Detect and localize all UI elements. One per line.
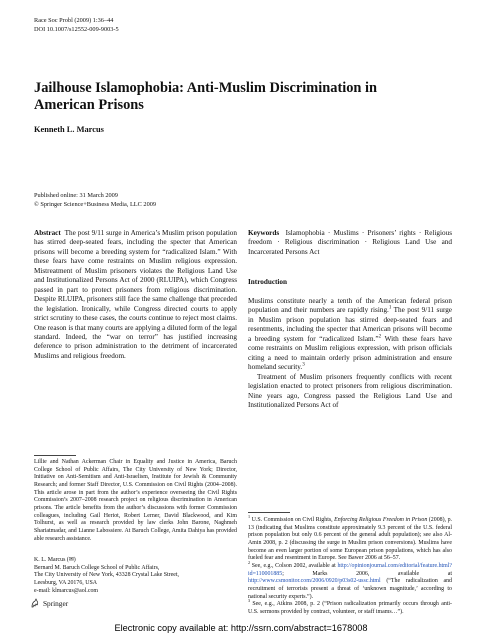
intro-paragraph-1: Muslims constitute nearly a tenth of the American federal prison population and their numbers are rapidly rising.$^1$ The post 9/11 surge in Muslim prison population has stirred deep-seated fears and resentments, including the specter that American prisons will become a breeding system for “radicalized Islam.”$^2$ With these fears have come restraints on Muslim religious expression, with prison officials citing a need to maintain orderly prison administration and ensure homeland security.$^3$ <box>248 297 452 372</box>
copyright-line: © Springer Science+Business Media, LLC 2009 <box>34 200 157 208</box>
footnote-ref-3[interactable]: 3 <box>302 362 305 368</box>
address-name: K. L. Marcus (✉) <box>34 557 76 563</box>
footnote-ref-1[interactable]: 1 <box>388 306 392 312</box>
publication-info <box>34 192 156 209</box>
footnote-divider-right <box>248 512 290 513</box>
opinionjournal-link[interactable]: http://opinionjournal.com/editorial/feature.html?id=110001885 <box>248 562 452 577</box>
author-affiliation-note: Lillie and Nathan Ackerman Chair in Equality and Justice in America, Baruch College School of Public Affairs, The City University of New York; Director, Initiative on Anti-Semitism and Anti-Israelism, Institute for Jewish & Community Research; and former Staff Director, U.S. Commission on Civil Rights (2004–2008). This article arose in part from the author’s experience overseeing the Civil Rights Commission’s 2007–2008 research project on religious discrimination in American prisons. The article benefits from the author’s discussions with former Commission colleagues, including Gail Heriot, Robert Lerner, David Blackwood, and Kim Tolhurst, as well as research provided by law clerks John Barone, Naghmeh Shariatmadar, and Lianne Labossiere. At Baruch College, Amita Dahiya has provided able research assistance. <box>34 459 237 542</box>
abstract-text: The post 9/11 surge in America’s Muslim prison population has stirred deep-seated fears, including the specter that American prisons will become a breeding system for “radicalized Islam.” With these fears have come restraints on Muslim religious expression. Mistreatment of Muslim prisoners violates the Religious Land Use and Institutionalized Persons Act of 2000 (RLUIPA), which Congress passed in part to protect prisoners from religious discrimination. Despite RLUIPA, prisoners still face the same challenge that preceded the legislation. Ironically, while Congress directed courts to apply strict scrutiny to these cases, the courts continue to reject most claims. One reason is that many courts are applying a diluted form of the legal standard. Indeed, the “war on terror” has justified increasing deference to prison administration to the detriment of incarcerated Muslims and religious freedom. <box>34 229 237 360</box>
ssrn-footer[interactable]: Electronic copy available at: http://ssrn.com/abstract=1678008 <box>114 623 368 633</box>
csmonitor-link[interactable]: http://www.csmonitor.com/2006/0920/p03s02-ussc.html <box>248 578 381 585</box>
keywords-text: Islamophobia · Muslims · Prisoners’ rights · Religious freedom · Religious discrimination · Religious Land Use and Incarcerated Persons Act <box>248 229 452 256</box>
article-title: Jailhouse Islamophobia: Anti-Muslim Discrimination in American Prisons <box>34 80 378 113</box>
author-email[interactable]: e-mail: klmarcus@aol.com <box>34 587 98 594</box>
intro-paragraph-2: Treatment of Muslim prisoners frequently conflicts with recent legislation enacted to protect prisoners from religious discrimination. Nine years ago, Congress passed the Religious Land Use and Institutionalized Persons Act of <box>248 372 452 409</box>
author-name: Kenneth L. Marcus <box>34 125 104 134</box>
keywords-block <box>248 229 452 257</box>
footnote-2: $^2$ See, e.g., Colson 2002, available at http://opinionjournal.com/editorial/feature.html?id=110001885; Marks 2006, available at http://www.csmonitor.com/2006/0920/p03s02-ussc.html (“The radicalization and recruitment of terrorists present a threat of ‘unknown magnitude,’ according to national security experts.”). <box>248 559 452 600</box>
footnote-3: $^3$ See, e.g., Atkins 2008, p. 2 (“Prison radicalization primarily occurs through anti-U.S. sermons provided by contract, volunteer, or staff imams…”). <box>248 598 452 615</box>
author-address: K. L. Marcus (✉) Bernard M. Baruch College School of Public Affairs, The City University of New York, 43328 Crystal Lake Street, Leesburg, VA 20176, USA e-mail: klmarcus@aol.com <box>34 557 237 595</box>
springer-label: Springer <box>43 598 69 608</box>
abstract-label: Abstract <box>34 229 61 237</box>
journal-header <box>34 17 119 34</box>
introduction-heading: Introduction <box>248 278 288 286</box>
footnote-divider-left <box>34 455 76 456</box>
footnotes <box>248 514 452 617</box>
springer-logo <box>30 598 68 608</box>
doi-line: DOI 10.1007/s12552-009-9003-5 <box>34 25 119 33</box>
published-date: Published online: 31 March 2009 <box>34 192 118 199</box>
citation-line: Race Soc Probl (2009) 1:36–44 <box>34 17 114 24</box>
abstract-block <box>34 229 237 361</box>
introduction-body <box>248 297 452 410</box>
springer-horse-icon <box>30 598 40 608</box>
footnote-ref-2[interactable]: 2 <box>378 334 382 340</box>
footnote-1: $^1$ U.S. Commission on Civil Rights, Enforcing Religious Freedom in Prison (2008), p. 13 (indicating that Muslims constitute approximately 9.3 percent of the U.S. federal prison population but only 0.6 percent of the general adult population); see also Al-Amin 2008, p. 2 (discussing the surge in Muslim prison conversions). Muslims have become an even larger portion of some European prison populations, which has also fueled fear and resentment in Europe. See Bawer 2006 at 56–57. <box>248 514 452 562</box>
keywords-label: Keywords <box>248 229 280 237</box>
